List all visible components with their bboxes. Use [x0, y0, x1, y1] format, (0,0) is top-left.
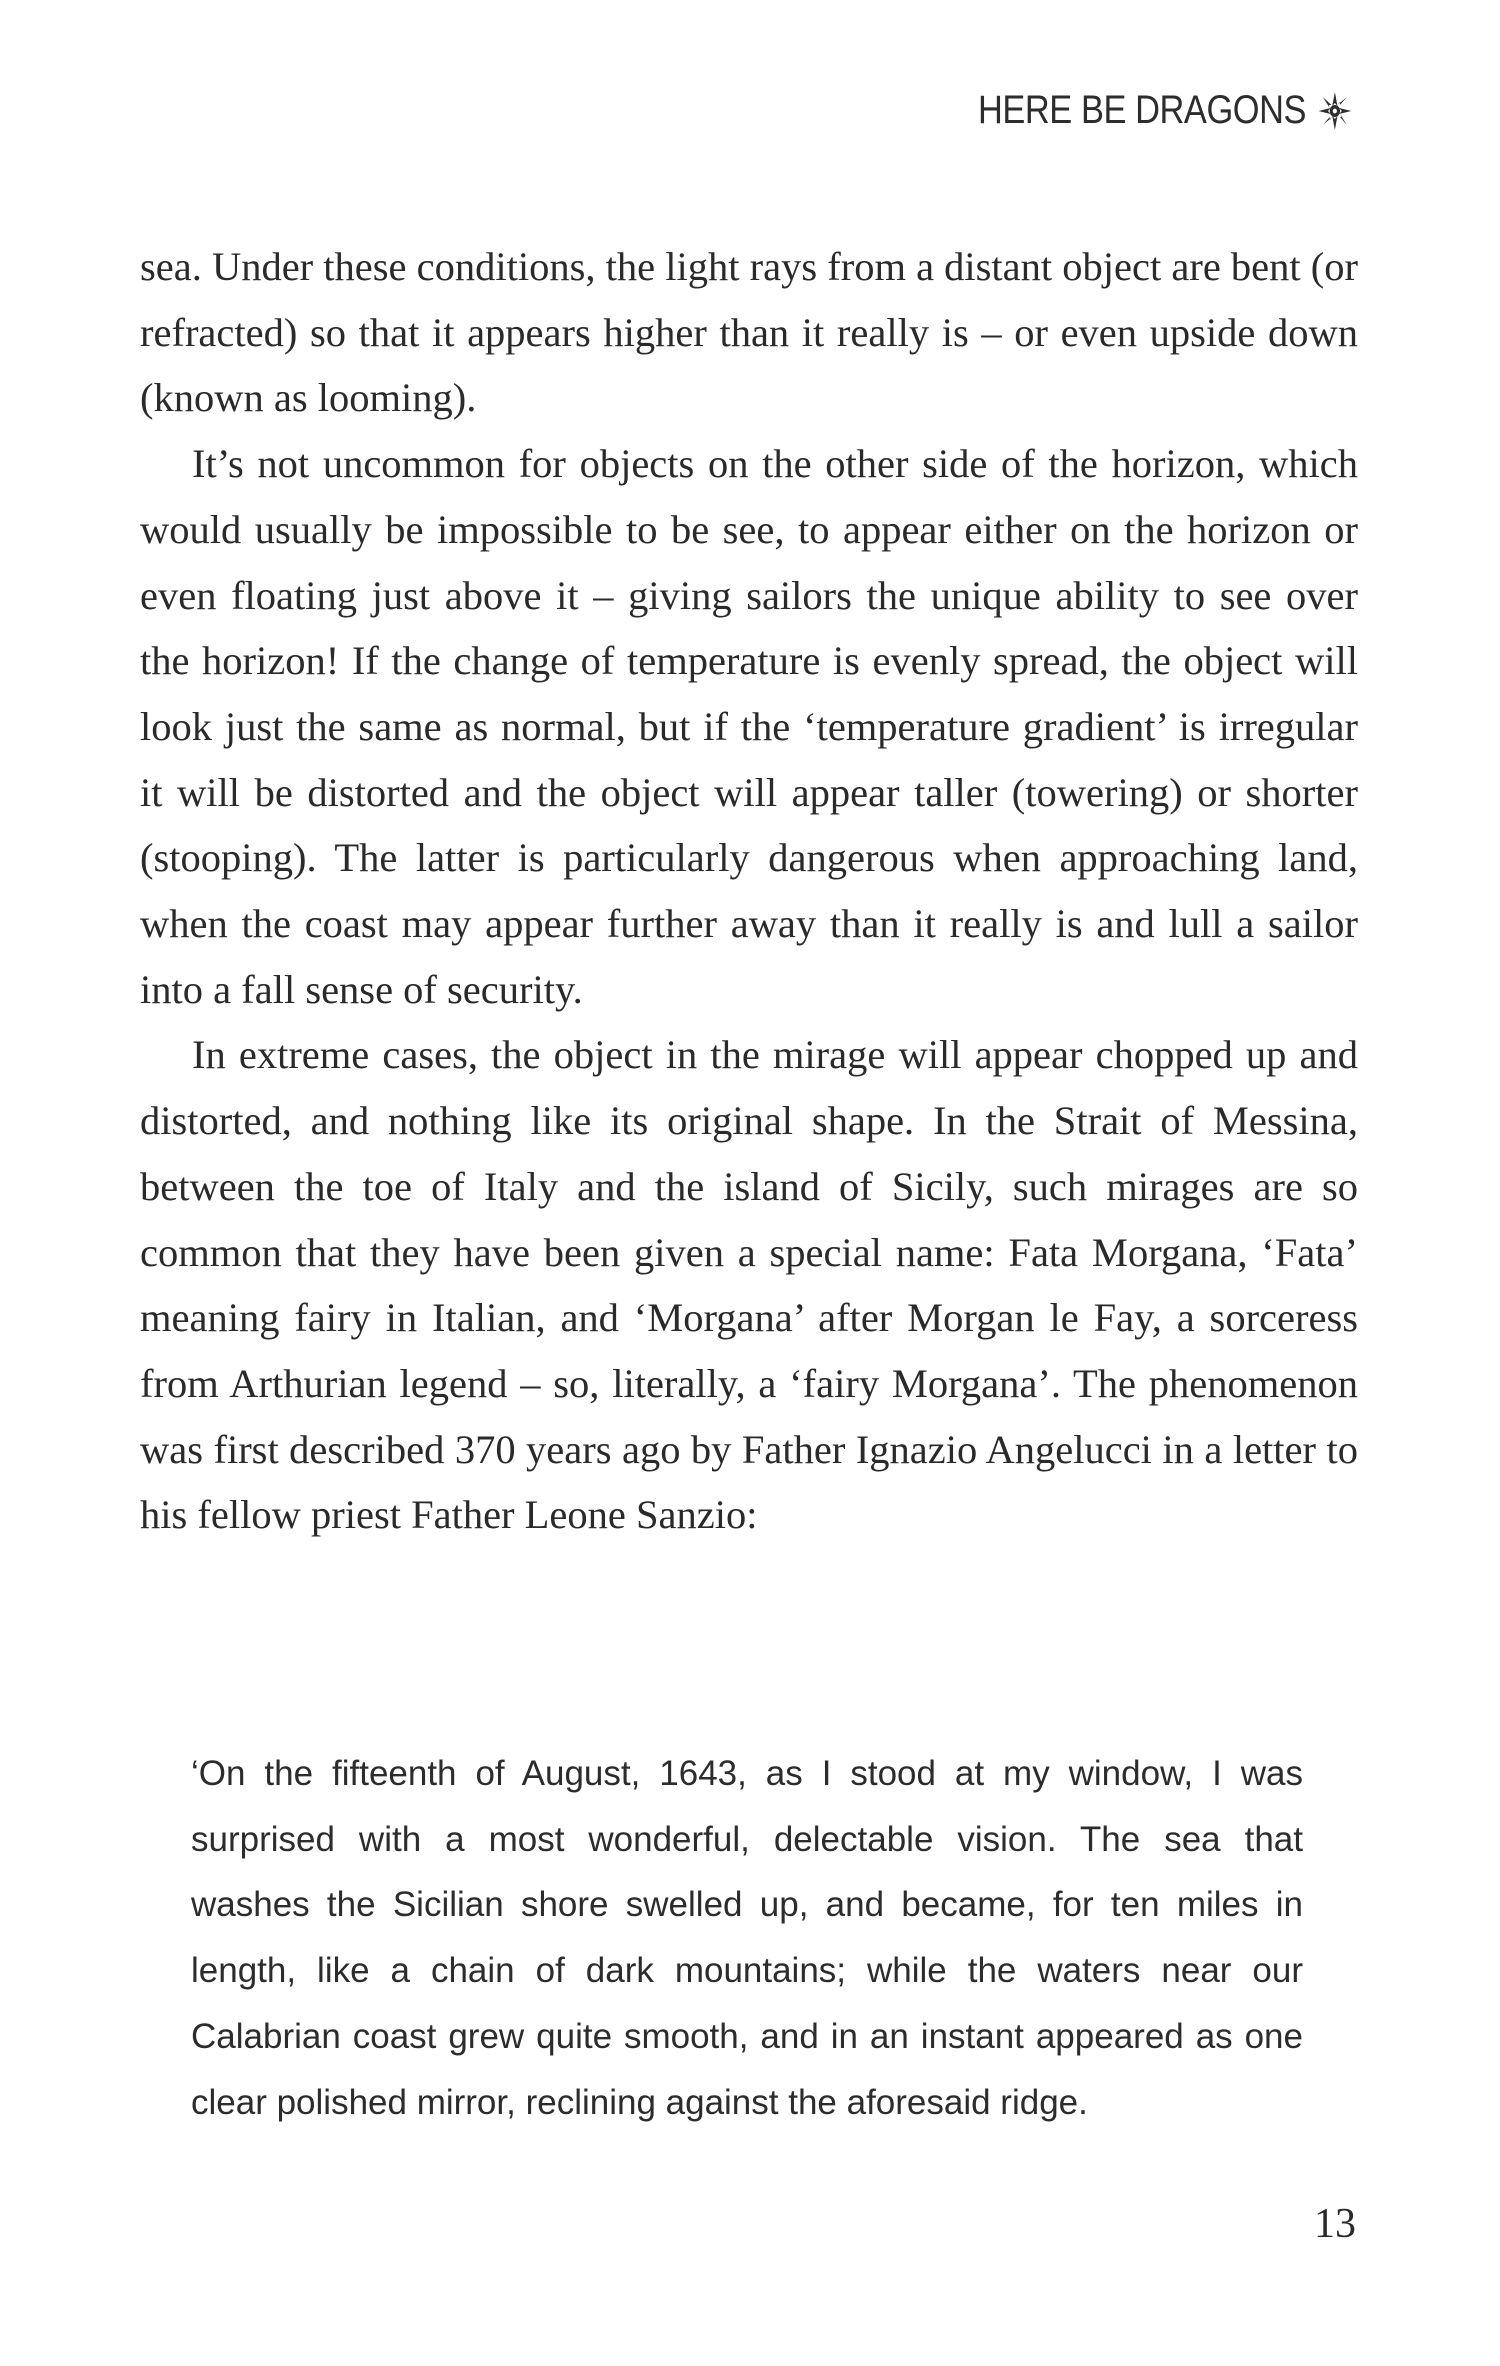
paragraph-continued: sea. Under these conditions, the light rays from a distant object are bent (or refracted) so that it appears higher than it really is – or even upside down (known as looming).: [140, 244, 1359, 421]
paragraph-fata-morgana: In extreme cases, the object in the mirage will appear chopped up and distorted, and nothing like its original shape. In the Strait of Messina, between the toe of Italy and the island of Sicily, such mirages are so common that they have been given a special name: Fata Morgana, ‘Fata’ meaning fairy in Italian, and ‘Morgana’ after Morgan le Fay, a sorceress from Arthurian legend – so, literally, a ‘fairy Morgana’. The phenomenon was first described 370 years ago by Father Ignazio Angelucci in a letter to his fellow priest Father Leone Sanzio:: [140, 1032, 1358, 1538]
compass-star-icon: [1318, 91, 1352, 131]
block-quote: [191, 1741, 1303, 2135]
paragraph-horizon: It’s not uncommon for objects on the other side of the horizon, which would usually be impossible to be see, to appear either on the horizon or even floating just above it – giving sailors the unique ability to see over the horizon! If the change of temperature is evenly spread, the object will look just the same as normal, but if the ‘temperature gradient’ is irregular it will be distorted and the object will appear taller (towering) or shorter (stooping). The latter is particularly dangerous when approaching land, when the coast may appear further away than it really is and lull a sailor into a fall sense of security.: [140, 441, 1358, 1012]
running-head-title: HERE BE DRAGONS: [977, 88, 1306, 132]
page-number: 13: [1314, 2201, 1356, 2247]
body-text: [140, 234, 1358, 1548]
running-head: [977, 88, 1352, 133]
quote-text: ‘On the fifteenth of August, 1643, as I stood at my window, I was surprised with a most wonderful, delectable vision. The sea that washes the Sicilian shore swelled up, and became, for ten miles in length, like a chain of dark mountains; while the waters near our Calabrian coast grew quite smooth, and in an instant appeared as one clear polished mirror, reclining against the aforesaid ridge.: [191, 1754, 1303, 2122]
